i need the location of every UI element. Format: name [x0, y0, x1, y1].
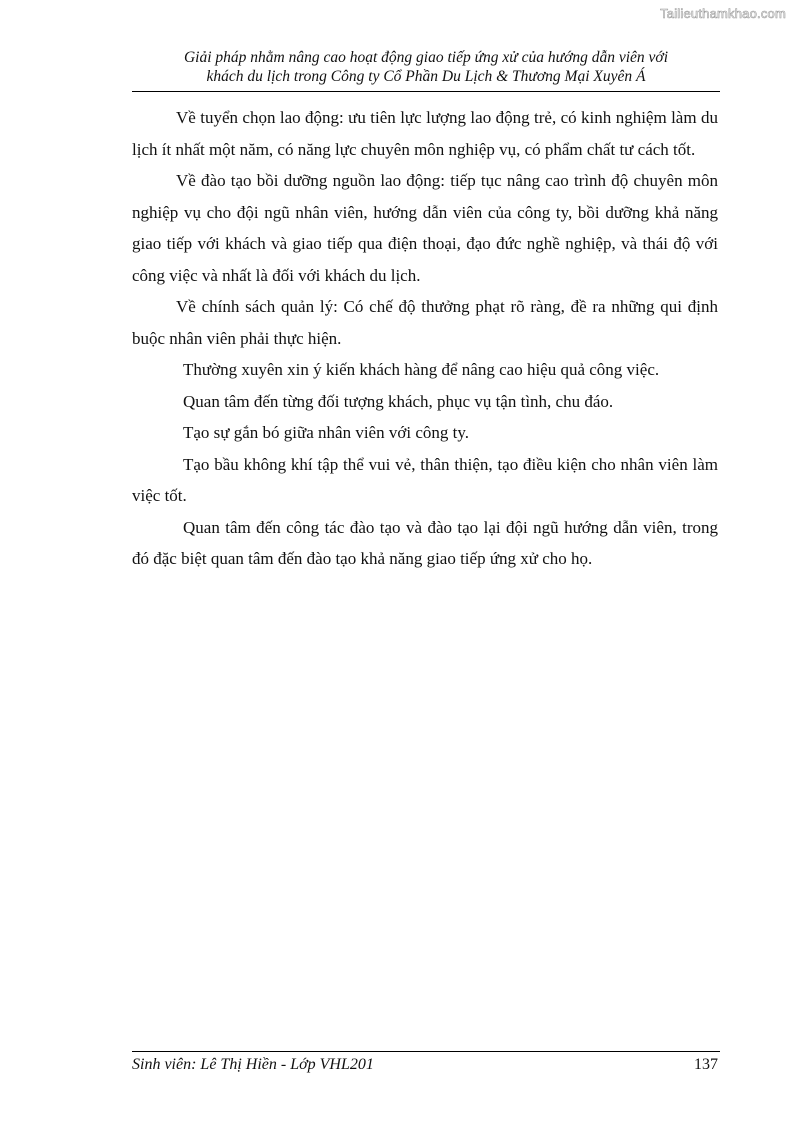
- page-number: 137: [694, 1056, 718, 1073]
- paragraph-recruitment: Về tuyển chọn lao động: ưu tiên lực lượng lao động trẻ, có kinh nghiệm làm du lịch ít nhất một năm, có năng lực chuyên môn nghiệp vụ, có phẩm chất tư cách tốt.: [132, 108, 718, 159]
- header-line-1: Giải pháp nhằm nâng cao hoạt động giao tiếp ứng xử của hướng dẫn viên với: [183, 49, 669, 66]
- paragraph-guide-training: Quan tâm đến công tác đào tạo và đào tạo lại đội ngũ hướng dẫn viên, trong đó đặc biệt quan tâm đến đào tạo khả năng giao tiếp ứng xử cho họ.: [132, 517, 718, 568]
- paragraph-management-policy: Về chính sách quản lý: Có chế độ thưởng phạt rõ ràng, đề ra những qui định buộc nhân viên phải thực hiện.: [132, 297, 718, 348]
- header-divider: [132, 91, 720, 92]
- header-line-2: khách du lịch trong Công ty Cổ Phần Du Lịch & Thương Mại Xuyên Á: [206, 68, 646, 85]
- paragraph-staff-bond: Tạo sự gắn bó giữa nhân viên với công ty.: [183, 423, 469, 442]
- running-header: [132, 48, 720, 86]
- paragraph-training: Về đào tạo bồi dưỡng nguồn lao động: tiếp tục nâng cao trình độ chuyên môn nghiệp vụ cho đội ngũ nhân viên, hướng dẫn viên của công ty, bồi dưỡng khả năng giao tiếp với khách và giao tiếp qua điện thoại, đạo đức nghề nghiệp, và thái độ với công việc và nhất là đối với khách du lịch.: [132, 171, 718, 285]
- paragraph-work-atmosphere: Tạo bầu không khí tập thể vui vẻ, thân thiện, tạo điều kiện cho nhân viên làm việc tốt.: [132, 454, 718, 505]
- footer-divider: [132, 1051, 720, 1052]
- watermark-text: Tailieuthamkhao.com: [660, 6, 786, 21]
- footer-student-info: Sinh viên: Lê Thị Hiền - Lớp VHL201: [132, 1056, 374, 1073]
- paragraph-customer-feedback: Thường xuyên xin ý kiến khách hàng để nâng cao hiệu quả công việc.: [183, 360, 660, 379]
- paragraph-customer-care: Quan tâm đến từng đối tượng khách, phục vụ tận tình, chu đáo.: [183, 391, 614, 411]
- body-text: [132, 102, 718, 575]
